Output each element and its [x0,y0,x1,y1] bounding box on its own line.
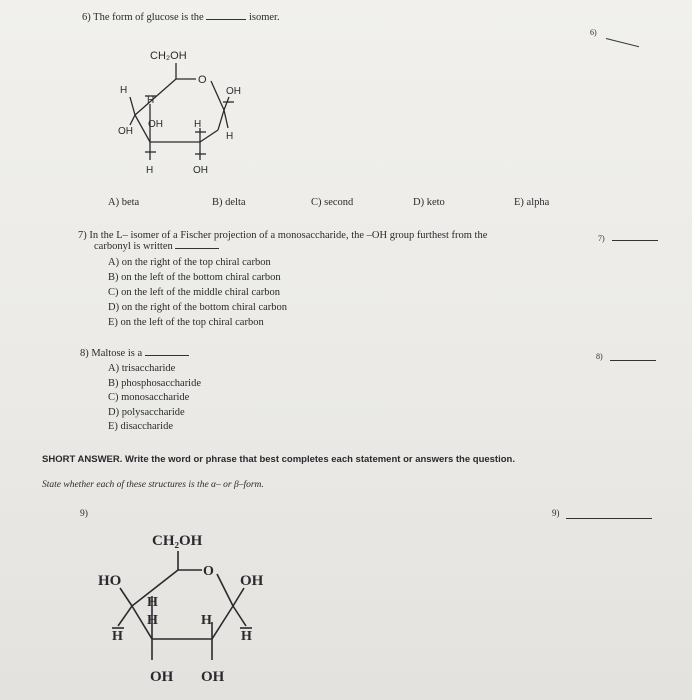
q7-choice-b[interactable]: B) on the left of the bottom chiral carbon [108,272,281,283]
q9-oh-bottom2: OH [201,669,225,685]
q8-stem-text: 8) Maltose is a [80,348,143,359]
q6-h-right: H [226,131,234,142]
q6-choice-a[interactable]: A) beta [108,197,140,208]
short-answer-heading: SHORT ANSWER. Write the word or phrase that best completes each statement or answers the question. [42,454,515,465]
q7-choice-d[interactable]: D) on the right of the bottom chiral carbon [108,302,288,313]
q9-ch2oh-label: CH₂OH [152,533,203,549]
q6-choice-d[interactable]: D) keto [413,197,445,208]
q6-h-inner2: H [194,119,202,130]
q7-choice-a[interactable]: A) on the right of the top chiral carbon [108,257,271,268]
q8-choice-e[interactable]: E) disaccharide [108,421,174,432]
q7-stem-line2-text: carbonyl is written [94,241,173,252]
q6-oh-bottom: OH [193,165,208,176]
q9-h-right: H [241,629,252,644]
q6-oh-right: OH [226,86,241,97]
q8-choice-b[interactable]: B) phosphosaccharide [108,378,202,389]
q6-choice-e[interactable]: E) alpha [514,197,550,208]
q6-oh-inner: OH [148,119,163,130]
q6-h-left: H [120,85,128,96]
q6-h-inner: H [147,95,155,106]
q9-h-inner1: H [147,595,158,610]
q6-stem-pre: 6) The form of glucose is the [82,12,204,23]
q9-margin-label: 9) [552,508,560,518]
q6-stem-post: isomer. [248,12,280,23]
short-answer-instruction: State whether each of these structures is the α– or β–form. [42,480,264,490]
q8-choice-c[interactable]: C) monosaccharide [108,392,190,403]
q9-ho-left: HO [98,573,122,589]
q6-choice-c[interactable]: C) second [311,197,354,208]
q6-oh-left: OH [118,126,133,137]
q9-h-inner2: H [147,613,158,628]
q9-oh-bottom1: OH [150,669,174,685]
q7-stem-line1: 7) In the L– isomer of a Fischer projection of a monosaccharide, the –OH group furthest from the [78,230,488,241]
q9-h-left: H [112,629,123,644]
q8-choice-d[interactable]: D) polysaccharide [108,407,185,418]
q8-margin-label: 8) [596,352,603,361]
q6-choice-b[interactable]: B) delta [212,197,246,208]
q6-ring-oxygen: O [198,74,207,86]
q9-ring-oxygen: O [203,564,214,579]
q7-choice-c[interactable]: C) on the left of the middle chiral carbon [108,287,281,298]
q6-ch2oh-label: CH₂OH [150,50,187,62]
q6-margin-label: 6) [590,28,597,37]
q7-choice-e[interactable]: E) on the left of the top chiral carbon [108,317,264,328]
q6-h-bottom: H [146,165,154,176]
q8-choice-a[interactable]: A) trisaccharide [108,363,176,374]
q9-oh-right: OH [240,573,264,589]
q9-h-inner3: H [201,613,212,628]
q7-margin-label: 7) [598,234,605,243]
q9-label: 9) [80,509,88,519]
